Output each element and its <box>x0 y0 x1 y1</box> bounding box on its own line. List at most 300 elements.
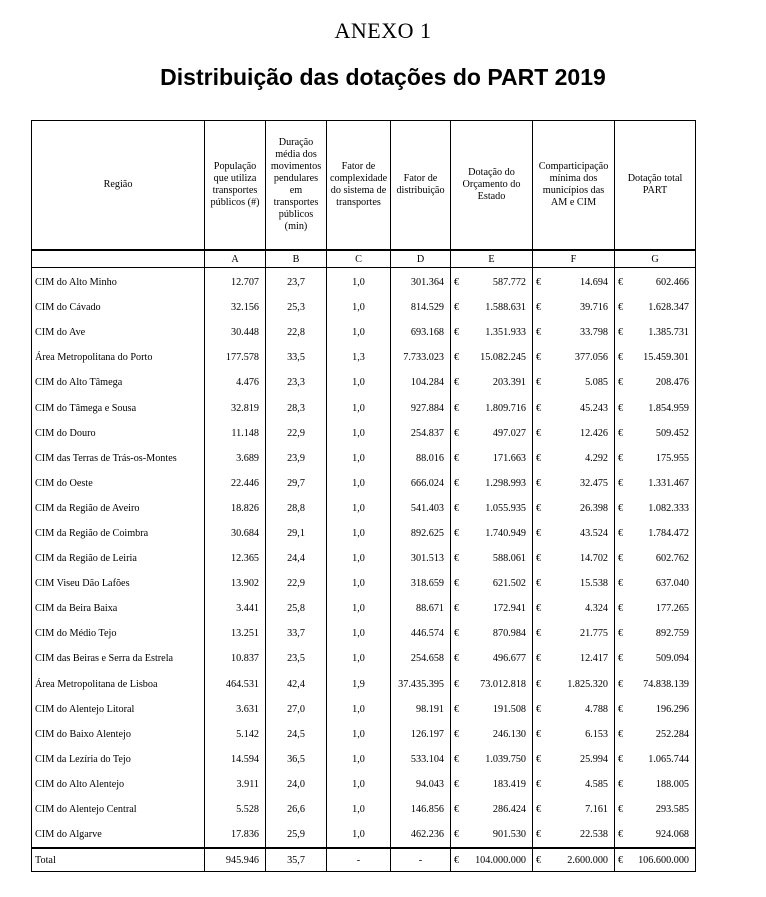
cell-municipal-share <box>533 320 615 345</box>
cell-total <box>615 421 696 446</box>
cell-duration: 22,9 <box>266 421 327 446</box>
table-row <box>32 722 696 747</box>
total-complexity: - <box>327 848 391 872</box>
cell-value: 1.385.731 <box>648 327 689 339</box>
currency-symbol: € <box>618 277 624 289</box>
cell-distribution: 301.513 <box>391 546 451 571</box>
currency-symbol: € <box>454 778 460 790</box>
letter-a: A <box>205 250 266 268</box>
currency-symbol: € <box>618 753 624 765</box>
currency-symbol: € <box>536 452 542 464</box>
cell-duration: 42,4 <box>266 672 327 697</box>
cell-total <box>615 747 696 772</box>
cell-distribution: 94.043 <box>391 772 451 797</box>
cell-complexity: 1,0 <box>327 471 391 496</box>
table-row <box>32 345 696 370</box>
cell-municipal-share <box>533 471 615 496</box>
table-row <box>32 320 696 345</box>
cell-total <box>615 496 696 521</box>
cell-value: 246.130 <box>492 728 526 740</box>
currency-symbol: € <box>618 778 624 790</box>
cell-value: 509.452 <box>655 427 689 439</box>
cell-value: 106.600.000 <box>638 854 689 866</box>
cell-duration: 26,6 <box>266 797 327 822</box>
cell-distribution: 301.364 <box>391 268 451 296</box>
cell-population: 3.631 <box>205 697 266 722</box>
cell-duration: 23,3 <box>266 370 327 395</box>
letter-b: B <box>266 250 327 268</box>
cell-region: CIM Viseu Dão Lafões <box>32 571 205 596</box>
cell-complexity: 1,0 <box>327 395 391 420</box>
cell-population: 30.684 <box>205 521 266 546</box>
cell-complexity: 1,0 <box>327 772 391 797</box>
cell-duration: 28,3 <box>266 395 327 420</box>
header-total: Dotação total PART <box>615 121 696 251</box>
cell-municipal-share <box>533 772 615 797</box>
table-row <box>32 747 696 772</box>
cell-region: CIM da Região de Leiria <box>32 546 205 571</box>
currency-symbol: € <box>618 553 624 565</box>
cell-municipal-share <box>533 722 615 747</box>
table-row <box>32 646 696 671</box>
cell-population: 177.578 <box>205 345 266 370</box>
cell-municipal-share <box>533 646 615 671</box>
cell-distribution: 88.016 <box>391 446 451 471</box>
cell-state-budget <box>451 747 533 772</box>
currency-symbol: € <box>454 502 460 514</box>
header-state-budget: Dotação do Orçamento do Estado <box>451 121 533 251</box>
cell-region: CIM da Região de Aveiro <box>32 496 205 521</box>
cell-complexity: 1,0 <box>327 571 391 596</box>
letter-c: C <box>327 250 391 268</box>
cell-complexity: 1,0 <box>327 722 391 747</box>
cell-value: 43.524 <box>579 527 608 539</box>
cell-state-budget <box>451 621 533 646</box>
cell-total <box>615 596 696 621</box>
cell-population: 17.836 <box>205 822 266 848</box>
cell-complexity: 1,0 <box>327 697 391 722</box>
cell-population: 11.148 <box>205 421 266 446</box>
cell-region: CIM do Douro <box>32 421 205 446</box>
total-duration: 35,7 <box>266 848 327 872</box>
total-row <box>32 848 696 872</box>
header-row <box>32 121 696 251</box>
cell-value: 15.459.301 <box>643 352 689 364</box>
cell-value: 924.068 <box>655 829 689 841</box>
currency-symbol: € <box>618 327 624 339</box>
cell-municipal-share <box>533 672 615 697</box>
cell-region: CIM do Médio Tejo <box>32 621 205 646</box>
cell-population: 3.441 <box>205 596 266 621</box>
cell-total <box>615 521 696 546</box>
cell-state-budget <box>451 370 533 395</box>
cell-duration: 36,5 <box>266 747 327 772</box>
cell-value: 1.784.472 <box>648 527 689 539</box>
cell-state-budget <box>451 268 533 296</box>
currency-symbol: € <box>454 477 460 489</box>
currency-symbol: € <box>618 427 624 439</box>
cell-municipal-share <box>533 596 615 621</box>
currency-symbol: € <box>536 527 542 539</box>
cell-municipal-share <box>533 571 615 596</box>
table-row <box>32 395 696 420</box>
cell-complexity: 1,0 <box>327 521 391 546</box>
currency-symbol: € <box>454 628 460 640</box>
currency-symbol: € <box>454 854 460 866</box>
cell-region: CIM da Beira Baixa <box>32 596 205 621</box>
currency-symbol: € <box>536 854 542 866</box>
currency-symbol: € <box>618 578 624 590</box>
document-title: Distribuição das dotações do PART 2019 <box>160 64 606 90</box>
cell-value: 1.740.949 <box>485 527 526 539</box>
cell-population: 18.826 <box>205 496 266 521</box>
cell-municipal-share <box>533 521 615 546</box>
currency-symbol: € <box>618 502 624 514</box>
cell-value: 1.809.716 <box>485 402 526 414</box>
letter-e: E <box>451 250 533 268</box>
table-row <box>32 672 696 697</box>
currency-symbol: € <box>454 603 460 615</box>
cell-value: 104.000.000 <box>475 854 526 866</box>
cell-duration: 29,1 <box>266 521 327 546</box>
currency-symbol: € <box>618 628 624 640</box>
cell-population: 5.528 <box>205 797 266 822</box>
cell-total <box>615 370 696 395</box>
cell-value: 293.585 <box>655 804 689 816</box>
cell-distribution: 666.024 <box>391 471 451 496</box>
cell-value: 191.508 <box>492 703 526 715</box>
currency-symbol: € <box>536 327 542 339</box>
cell-duration: 25,3 <box>266 295 327 320</box>
column-letters-row <box>32 250 696 268</box>
cell-value: 172.941 <box>492 603 526 615</box>
cell-value: 21.775 <box>579 628 608 640</box>
total-population: 945.946 <box>205 848 266 872</box>
cell-value: 588.061 <box>492 553 526 565</box>
annex-label: ANEXO 1 <box>334 18 432 43</box>
table-row <box>32 596 696 621</box>
cell-duration: 33,7 <box>266 621 327 646</box>
cell-total <box>615 621 696 646</box>
letter-f: F <box>533 250 615 268</box>
cell-total <box>615 672 696 697</box>
cell-value: 15.538 <box>579 578 608 590</box>
cell-municipal-share <box>533 295 615 320</box>
cell-distribution: 693.168 <box>391 320 451 345</box>
cell-value: 4.585 <box>585 778 608 790</box>
cell-complexity: 1,0 <box>327 596 391 621</box>
currency-symbol: € <box>536 753 542 765</box>
total-label: Total <box>32 848 205 872</box>
cell-state-budget <box>451 697 533 722</box>
currency-symbol: € <box>454 753 460 765</box>
cell-total <box>615 395 696 420</box>
cell-complexity: 1,0 <box>327 646 391 671</box>
cell-region: CIM do Baixo Alentejo <box>32 722 205 747</box>
table-row <box>32 571 696 596</box>
cell-state-budget <box>451 345 533 370</box>
cell-distribution: 254.658 <box>391 646 451 671</box>
cell-value: 177.265 <box>655 603 689 615</box>
cell-total <box>615 295 696 320</box>
cell-value: 509.094 <box>655 653 689 665</box>
cell-total <box>615 546 696 571</box>
cell-population: 32.156 <box>205 295 266 320</box>
currency-symbol: € <box>536 352 542 364</box>
currency-symbol: € <box>618 452 624 464</box>
cell-complexity: 1,0 <box>327 370 391 395</box>
header-region: Região <box>32 121 205 251</box>
currency-symbol: € <box>454 527 460 539</box>
currency-symbol: € <box>454 728 460 740</box>
currency-symbol: € <box>454 553 460 565</box>
table-row <box>32 496 696 521</box>
cell-complexity: 1,0 <box>327 546 391 571</box>
cell-state-budget <box>451 596 533 621</box>
cell-distribution: 814.529 <box>391 295 451 320</box>
cell-value: 1.588.631 <box>485 302 526 314</box>
cell-duration: 24,0 <box>266 772 327 797</box>
cell-value: 73.012.818 <box>480 678 526 690</box>
cell-duration: 23,9 <box>266 446 327 471</box>
currency-symbol: € <box>536 703 542 715</box>
cell-region: CIM do Alto Tâmega <box>32 370 205 395</box>
cell-total <box>615 268 696 296</box>
currency-symbol: € <box>454 653 460 665</box>
header-population: População que utiliza transportes públicos (#) <box>205 121 266 251</box>
cell-region: CIM do Alentejo Central <box>32 797 205 822</box>
cell-value: 286.424 <box>492 804 526 816</box>
cell-complexity: 1,0 <box>327 268 391 296</box>
cell-state-budget <box>451 797 533 822</box>
cell-value: 252.284 <box>655 728 689 740</box>
cell-municipal-share <box>533 370 615 395</box>
cell-region: CIM do Tâmega e Sousa <box>32 395 205 420</box>
cell-value: 497.027 <box>492 427 526 439</box>
cell-municipal-share <box>533 268 615 296</box>
currency-symbol: € <box>618 477 624 489</box>
cell-state-budget <box>451 496 533 521</box>
cell-population: 14.594 <box>205 747 266 772</box>
table-row <box>32 421 696 446</box>
cell-total <box>615 345 696 370</box>
cell-distribution: 541.403 <box>391 496 451 521</box>
cell-municipal-share <box>533 446 615 471</box>
currency-symbol: € <box>454 277 460 289</box>
cell-complexity: 1,9 <box>327 672 391 697</box>
cell-value: 4.292 <box>585 452 608 464</box>
table-row <box>32 621 696 646</box>
table-row <box>32 471 696 496</box>
cell-region: CIM das Beiras e Serra da Estrela <box>32 646 205 671</box>
currency-symbol: € <box>536 628 542 640</box>
cell-region: Área Metropolitana de Lisboa <box>32 672 205 697</box>
cell-distribution: 533.104 <box>391 747 451 772</box>
cell-state-budget <box>451 446 533 471</box>
cell-duration: 29,7 <box>266 471 327 496</box>
cell-population: 13.251 <box>205 621 266 646</box>
cell-value: 4.324 <box>585 603 608 615</box>
currency-symbol: € <box>454 427 460 439</box>
header-duration: Duração média dos movimentos pendulares em transportes públicos (min) <box>266 121 327 251</box>
cell-value: 1.298.993 <box>485 477 526 489</box>
cell-region: CIM do Alentejo Litoral <box>32 697 205 722</box>
table-row <box>32 772 696 797</box>
table-row <box>32 446 696 471</box>
allocation-table <box>31 120 696 872</box>
cell-population: 12.365 <box>205 546 266 571</box>
cell-municipal-share <box>533 421 615 446</box>
table-row <box>32 797 696 822</box>
currency-symbol: € <box>454 804 460 816</box>
cell-value: 1.039.750 <box>485 753 526 765</box>
cell-population: 32.819 <box>205 395 266 420</box>
cell-region: CIM do Algarve <box>32 822 205 848</box>
cell-population: 22.446 <box>205 471 266 496</box>
currency-symbol: € <box>454 302 460 314</box>
currency-symbol: € <box>454 829 460 841</box>
currency-symbol: € <box>618 653 624 665</box>
currency-symbol: € <box>618 402 624 414</box>
cell-population: 464.531 <box>205 672 266 697</box>
currency-symbol: € <box>618 703 624 715</box>
cell-municipal-share <box>533 395 615 420</box>
cell-value: 196.296 <box>655 703 689 715</box>
currency-symbol: € <box>536 277 542 289</box>
cell-state-budget <box>451 672 533 697</box>
cell-total <box>615 772 696 797</box>
cell-value: 1.825.320 <box>567 678 608 690</box>
cell-state-budget <box>451 295 533 320</box>
cell-value: 1.351.933 <box>485 327 526 339</box>
currency-symbol: € <box>618 302 624 314</box>
table-row <box>32 370 696 395</box>
currency-symbol: € <box>536 578 542 590</box>
currency-symbol: € <box>618 804 624 816</box>
cell-population: 3.911 <box>205 772 266 797</box>
cell-value: 587.772 <box>492 277 526 289</box>
cell-complexity: 1,0 <box>327 496 391 521</box>
cell-duration: 25,8 <box>266 596 327 621</box>
cell-duration: 27,0 <box>266 697 327 722</box>
cell-value: 188.005 <box>655 778 689 790</box>
cell-duration: 25,9 <box>266 822 327 848</box>
cell-state-budget <box>451 521 533 546</box>
cell-value: 1.628.347 <box>648 302 689 314</box>
cell-population: 10.837 <box>205 646 266 671</box>
cell-value: 39.716 <box>579 302 608 314</box>
currency-symbol: € <box>536 377 542 389</box>
cell-distribution: 446.574 <box>391 621 451 646</box>
cell-region: CIM das Terras de Trás-os-Montes <box>32 446 205 471</box>
cell-region: Área Metropolitana do Porto <box>32 345 205 370</box>
cell-duration: 28,8 <box>266 496 327 521</box>
letter-blank <box>32 250 205 268</box>
cell-total <box>615 646 696 671</box>
currency-symbol: € <box>536 427 542 439</box>
cell-value: 1.854.959 <box>648 402 689 414</box>
cell-value: 171.663 <box>492 452 526 464</box>
currency-symbol: € <box>536 778 542 790</box>
currency-symbol: € <box>536 603 542 615</box>
table-row <box>32 521 696 546</box>
cell-population: 4.476 <box>205 370 266 395</box>
cell-distribution: 254.837 <box>391 421 451 446</box>
table-body <box>32 268 696 849</box>
letter-d: D <box>391 250 451 268</box>
cell-total <box>615 571 696 596</box>
cell-duration: 24,5 <box>266 722 327 747</box>
cell-total <box>615 722 696 747</box>
cell-value: 25.994 <box>579 753 608 765</box>
cell-state-budget <box>451 320 533 345</box>
cell-duration: 22,8 <box>266 320 327 345</box>
header-complexity: Fator de complexidade do sistema de transportes <box>327 121 391 251</box>
cell-region: CIM do Alto Alentejo <box>32 772 205 797</box>
cell-value: 14.694 <box>579 277 608 289</box>
cell-value: 602.762 <box>655 553 689 565</box>
currency-symbol: € <box>618 352 624 364</box>
cell-value: 22.538 <box>579 829 608 841</box>
cell-complexity: 1,0 <box>327 621 391 646</box>
cell-total <box>615 446 696 471</box>
cell-municipal-share <box>533 546 615 571</box>
cell-value: 621.502 <box>492 578 526 590</box>
currency-symbol: € <box>536 804 542 816</box>
currency-symbol: € <box>536 678 542 690</box>
cell-region: CIM do Alto Minho <box>32 268 205 296</box>
cell-distribution: 927.884 <box>391 395 451 420</box>
currency-symbol: € <box>536 829 542 841</box>
cell-municipal-share <box>533 697 615 722</box>
cell-complexity: 1,0 <box>327 320 391 345</box>
cell-value: 175.955 <box>655 452 689 464</box>
cell-value: 901.530 <box>492 829 526 841</box>
cell-state-budget <box>451 772 533 797</box>
cell-state-budget <box>451 571 533 596</box>
cell-duration: 22,9 <box>266 571 327 596</box>
cell-complexity: 1,0 <box>327 421 391 446</box>
total-distribution: - <box>391 848 451 872</box>
cell-value: 870.984 <box>492 628 526 640</box>
currency-symbol: € <box>454 352 460 364</box>
total-municipal-share <box>533 848 615 872</box>
cell-value: 14.702 <box>579 553 608 565</box>
cell-value: 496.677 <box>492 653 526 665</box>
cell-municipal-share <box>533 345 615 370</box>
currency-symbol: € <box>618 728 624 740</box>
currency-symbol: € <box>536 402 542 414</box>
cell-value: 637.040 <box>655 578 689 590</box>
currency-symbol: € <box>454 452 460 464</box>
cell-region: CIM da Região de Coimbra <box>32 521 205 546</box>
cell-distribution: 88.671 <box>391 596 451 621</box>
cell-distribution: 37.435.395 <box>391 672 451 697</box>
total-grand-total <box>615 848 696 872</box>
cell-distribution: 146.856 <box>391 797 451 822</box>
letter-g: G <box>615 250 696 268</box>
currency-symbol: € <box>454 377 460 389</box>
total-state-budget <box>451 848 533 872</box>
currency-symbol: € <box>454 703 460 715</box>
cell-complexity: 1,3 <box>327 345 391 370</box>
cell-value: 2.600.000 <box>567 854 608 866</box>
cell-complexity: 1,0 <box>327 797 391 822</box>
currency-symbol: € <box>618 678 624 690</box>
currency-symbol: € <box>618 854 624 866</box>
cell-municipal-share <box>533 621 615 646</box>
cell-state-budget <box>451 421 533 446</box>
